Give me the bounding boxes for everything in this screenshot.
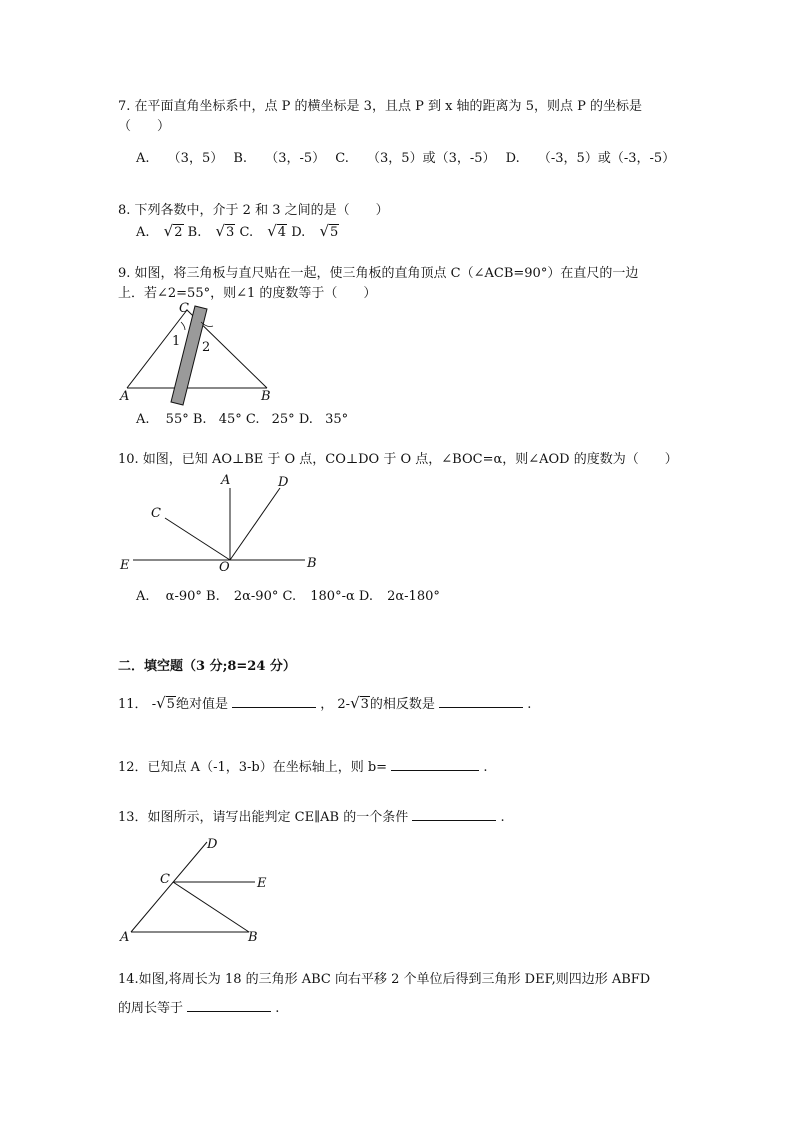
q8-option-d-radicand: 5 [330,225,339,240]
q13-figure [115,832,275,944]
q9-option-d: 35° [325,412,349,427]
q7-option-c: （3，5）或（3，-5） [367,151,496,166]
q13-label-c: C [160,872,170,887]
q10-option-b-label: B. [206,589,220,604]
q8-option-a-radicand: 2 [174,225,183,240]
q10-label-c: C [151,506,161,521]
q10-ray-od [230,488,280,560]
q9-ruler [171,306,207,405]
q8-option-d-label: D. [291,225,306,240]
q10-option-c-label: C. [282,589,297,604]
q13-line-ad [131,842,207,932]
q9-angle-1-arc [181,322,185,330]
q8-option-b-radicand: 3 [226,225,235,240]
q11-part1-suffix: 绝对值是 [175,697,228,712]
q10-label-b: B [307,556,317,571]
q9-option-b-label: B. [192,412,207,427]
q10-label-o: O [219,560,230,575]
q11-part2-radicand: 3 [360,697,369,712]
q7-options [136,150,675,168]
q11-part2-suffix: 的相反数是 [369,697,435,712]
q10-option-b: 2α-90° [233,589,279,604]
q9-option-a-label: A. [136,412,150,427]
q11-number: 11． [118,697,148,712]
q13 [118,806,505,827]
q14-line2 [118,997,279,1018]
q11-part2-prefix: 2- [337,697,351,712]
q11-comma: ， [320,697,334,712]
q7-paren: （ ） [118,119,171,134]
q10-label-a: A [221,473,231,488]
q7-option-d: （-3，5）或（-3，-5） [537,151,676,166]
q9-option-d-label: D. [298,412,313,427]
q13-answer-blank[interactable] [412,806,496,821]
q13-text: 13．如图所示，请写出能判定 CE∥AB 的一个条件 [118,810,409,825]
q9-label-2: 2 [202,340,211,355]
q11-part2-sqrt: √3 [350,694,369,712]
q13-label-b: B [248,930,258,945]
q9-label-b: B [261,389,271,404]
q8-option-c-label: C. [239,225,254,240]
q9-label-a: A [120,389,130,404]
q7-option-d-label: D. [505,151,520,166]
q14-answer-blank[interactable] [187,997,271,1012]
q8-option-a-sqrt: √2 [163,222,183,240]
q10-option-c: 180°-α [310,589,355,604]
q9-stem-line2: 上．若∠2=55°，则∠1 的度数等于（ ） [118,286,377,301]
q9-option-c-label: C. [245,412,260,427]
q10-option-d-label: D. [358,589,373,604]
q13-label-e: E [257,876,267,891]
q8-option-a-label: A. [136,225,150,240]
q10-option-a: α-90° [165,589,202,604]
q13-label-a: A [120,930,130,945]
q13-end: . [500,810,505,825]
q9-option-a: 55° [165,412,189,427]
q7-option-c-label: C. [335,151,349,166]
q10-options [136,588,440,606]
q13-segment-cb [173,882,249,932]
q10-ray-oc [165,518,230,560]
q9-label-c: C [179,301,189,316]
q7-option-a: （3，5） [167,151,224,166]
q9-option-c: 25° [271,412,295,427]
q12 [118,756,487,777]
q8-stem: 8. 下列各数中，介于 2 和 3 之间的是（ ） [118,203,389,218]
q8-option-d-sqrt: √5 [319,222,339,240]
q11-end: . [527,697,532,712]
q12-end: . [483,760,488,775]
section-2-title: 二．填空题（3 分;8=24 分） [118,659,296,674]
q8-option-c-sqrt: √4 [267,222,287,240]
q10-label-d: D [278,475,289,490]
q8-option-c-radicand: 4 [277,225,287,240]
q13-label-d: D [207,837,218,852]
q9-options [136,411,348,429]
q14-end: . [275,1001,280,1016]
q10-label-e: E [120,558,130,573]
q9-stem-line1: 9. 如图，将三角板与直尺贴在一起，使三角板的直角顶点 C（∠ACB=90°）在直尺的一边 [118,266,639,281]
q14-line2-text: 的周长等于 [118,1001,184,1016]
q11-answer-blank-1[interactable] [232,693,316,708]
q11-answer-blank-2[interactable] [439,693,523,708]
q7-option-b-label: B. [233,151,248,166]
q8-option-b-label: B. [187,225,202,240]
q7-option-a-label: A. [136,151,150,166]
q9-label-1: 1 [172,334,181,349]
q14-line1: 14.如图,将周长为 18 的三角形 ABC 向右平移 2 个单位后得到三角形 DEF,则四边形 ABFD [118,972,651,987]
q10-option-a-label: A. [136,589,150,604]
q9-figure [115,300,285,410]
q10-figure [115,470,330,580]
q10-option-d: 2α-180° [387,589,440,604]
q11 [118,693,531,714]
q12-text: 12．已知点 A（-1，3-b）在坐标轴上，则 b= [118,760,388,775]
q11-part1-prefix: - [151,697,157,712]
q11-part1-radicand: 5 [166,697,175,712]
q7-option-b: （3，-5） [265,151,326,166]
q8-options [136,222,339,242]
q10-stem: 10. 如图，已知 AO⊥BE 于 O 点，CO⊥DO 于 O 点，∠BOC=α，则∠AOD 的度数为（ ） [118,452,678,467]
q8-option-b-sqrt: √3 [215,222,235,240]
q12-answer-blank[interactable] [391,756,479,771]
q11-part1-sqrt: √5 [156,694,175,712]
q7-stem: 7. 在平面直角坐标系中，点 P 的横坐标是 3，且点 P 到 x 轴的距离为 5，则点 P 的坐标是 [118,99,642,114]
q9-option-b: 45° [218,412,242,427]
